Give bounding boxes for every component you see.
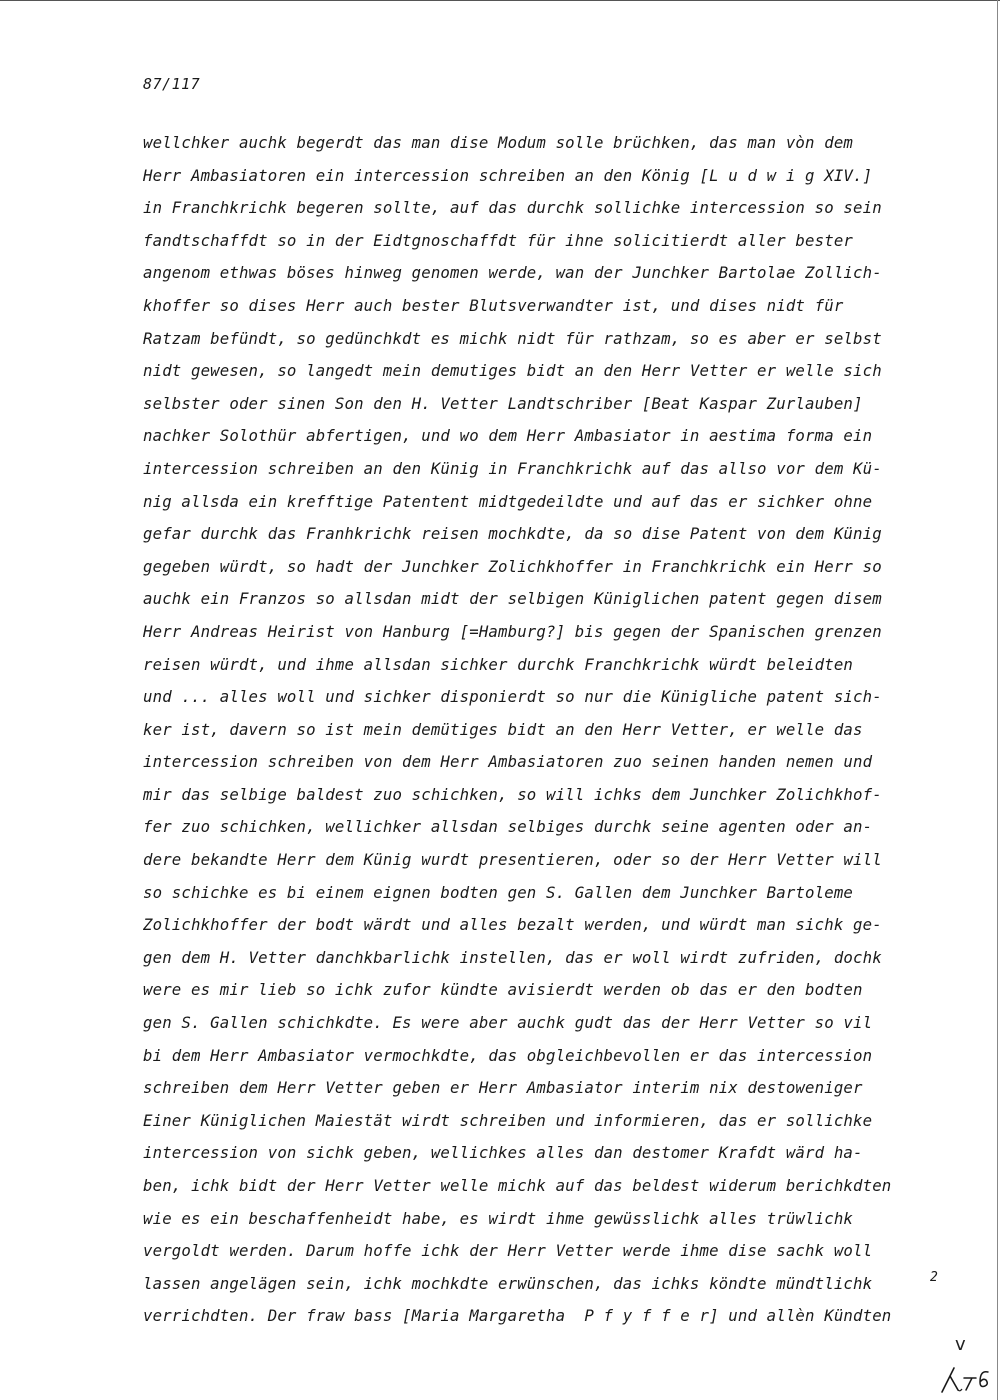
text-line: bi dem Herr Ambasiator vermochkdte, das obgleichbevollen er das intercession: [143, 1045, 873, 1065]
text-line: verrichdten. Der fraw bass [Maria Margaretha P f y f f e r] und allèn Kündten: [143, 1306, 892, 1326]
text-line: nidt gewesen, so langedt mein demutiges bidt an den Herr Vetter er welle sich: [143, 361, 882, 381]
text-line: Ratzam befündt, so gedünchkdt es michk nidt für rathzam, so es aber er selbst: [143, 328, 882, 348]
page-top-border: [0, 0, 1000, 1]
text-line: ben, ichk bidt der Herr Vetter welle michk auf das beldest widerum berichkdten: [143, 1176, 892, 1195]
text-line: wie es ein beschaffenheidt habe, es wirdt ihme gewüsslichk alles trüwlichk: [143, 1208, 854, 1228]
text-line: dere bekandte Herr dem Künig wurdt presentieren, oder so der Herr Vetter will: [143, 850, 882, 870]
text-line: khoffer so dises Herr auch bester Blutsverwandter ist, und dises nidt für: [143, 295, 844, 315]
text-line: auchk ein Franzos so allsdan midt der selbigen Küniglichen patent gegen disem: [143, 589, 882, 609]
text-line: ker ist, davern so ist mein demütiges bidt an den Herr Vetter, er welle das: [143, 719, 863, 739]
text-line: selbster oder sinen Son den H. Vetter Landtschriber [Beat Kaspar Zurlauben]: [143, 393, 863, 413]
text-line: so schichke es bi einem eignen bodten gen S. Gallen dem Junchker Bartoleme: [143, 882, 854, 902]
text-line: angenom ethwas böses hinweg genomen werde, wan der Junchker Bartolae Zollich-: [143, 263, 882, 283]
page-reference-number: 87/117: [143, 75, 201, 93]
text-line: gegeben würdt, so hadt der Junchker Zolichkhoffer in Franchkrichk ein Herr so: [143, 556, 882, 576]
text-line: gefar durchk das Franhkrichk reisen mochkdte, da so dise Patent von dem Künig: [143, 524, 882, 544]
text-line: in Franchkrichk begeren sollte, auf das durchk sollichke intercession so sein: [143, 198, 882, 218]
text-line: mir das selbige baldest zuo schichken, so will ichks dem Junchker Zolichkhof-: [143, 784, 882, 804]
text-line: nachker Solothür abfertigen, und wo dem Herr Ambasiator in aestima forma ein: [143, 426, 873, 446]
text-line: fer zuo schichken, wellichker allsdan selbiges durchk seine agenten oder an-: [143, 817, 873, 837]
text-line: wellchker auchk begerdt das man dise Modum solle brüchken, das man vòn dem: [143, 133, 854, 152]
transcription-body: [143, 127, 933, 1333]
text-line: Einer Küniglichen Maiestät wirdt schreiben und informieren, das er sollichke: [143, 1110, 873, 1130]
text-line: vergoldt werden. Darum hoffe ichk der Herr Vetter werde ihme dise sachk woll: [143, 1241, 873, 1261]
text-line: gen S. Gallen schichkdte. Es were aber auchk gudt das der Herr Vetter so vil: [143, 1013, 873, 1033]
text-line: schreiben dem Herr Vetter geben er Herr Ambasiator interim nix destoweniger: [143, 1078, 863, 1098]
page-right-border: [997, 0, 998, 1400]
text-line: Zolichkhoffer der bodt wärdt und alles bezalt werden, und würdt man sichk ge-: [143, 915, 882, 935]
text-line: were es mir lieb so ichk zufor kündte avisierdt werden ob das er den bodten: [143, 980, 863, 1000]
text-line: nig allsda ein krefftige Patentent midtgedeildte und auf das er sichker ohne: [143, 491, 873, 511]
text-line: reisen würdt, und ihme allsdan sichker durchk Franchkrichk würdt beleidten: [143, 654, 854, 674]
text-line: Herr Ambasiatoren ein intercession schreiben an den König [L u d w i g XIV.]: [143, 165, 873, 185]
text-line: lassen angelägen sein, ichk mochkdte erwünschen, das ichks köndte mündtlichk: [143, 1273, 873, 1293]
text-line: und ... alles woll und sichker disponierdt so nur die Künigliche patent sich-: [143, 687, 882, 707]
handwritten-check-mark: v: [955, 1334, 966, 1355]
text-line: intercession von sichk geben, wellichkes alles dan destomer Krafdt wärd ha-: [143, 1143, 863, 1163]
text-line: fandtschaffdt so in der Eidtgnoschaffdt für ihne solicitierdt aller bester: [143, 230, 854, 250]
footnote-marker: 2: [930, 1270, 938, 1285]
text-line: gen dem H. Vetter danchkbarlichk instellen, das er woll wirdt zufriden, dochk: [143, 947, 882, 967]
text-line: intercession schreiben von dem Herr Ambasiatoren zuo seinen handen nemen und: [143, 752, 873, 772]
text-line: Herr Andreas Heirist von Hanburg [=Hamburg?] bis gegen der Spanischen grenzen: [143, 621, 882, 641]
handwritten-folio-number: [932, 1362, 992, 1396]
text-line: intercession schreiben an den Künig in Franchkrichk auf das allso vor dem Kü-: [143, 458, 882, 478]
